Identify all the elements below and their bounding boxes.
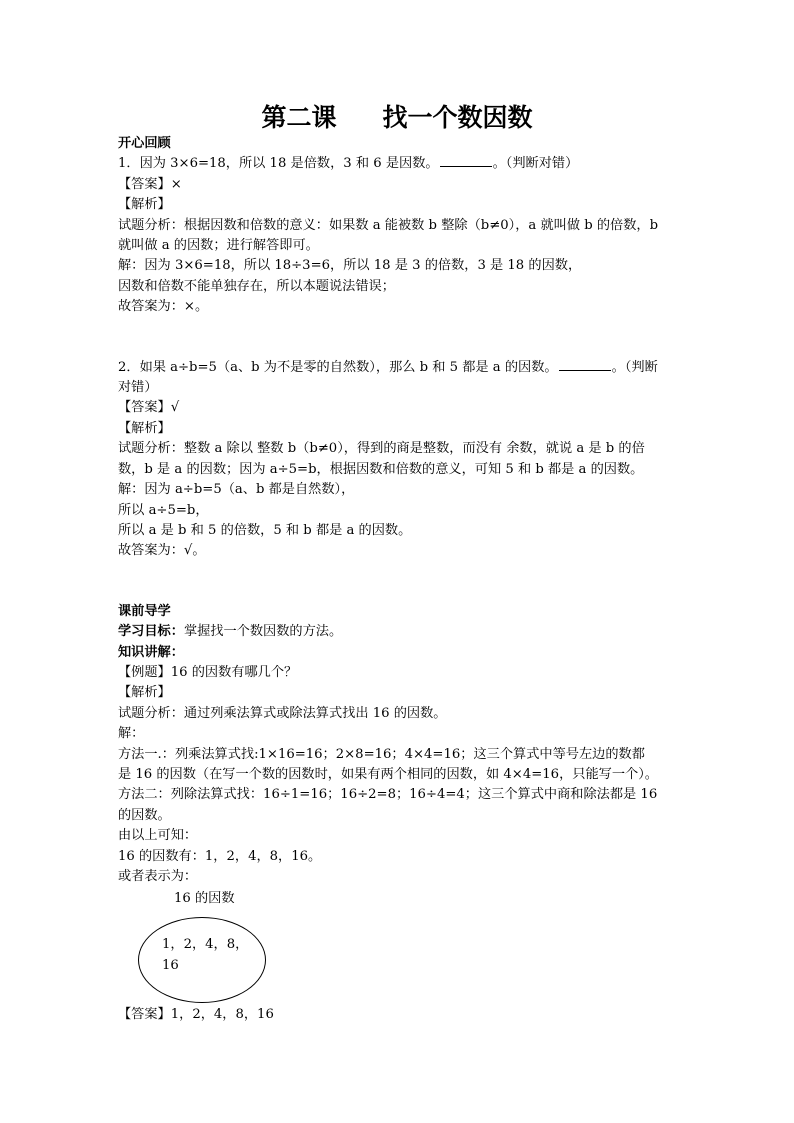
- diagram-caption: 16 的因数: [174, 891, 235, 907]
- analysis-line: 是 16 的因数（在写一个数的因数时，如果有两个相同的因数，如 4×4=16，只能写一个）。: [118, 766, 658, 782]
- analysis-label-1: 【解析】: [118, 197, 171, 213]
- analysis-line: 解：因为 a÷b=5（a、b 都是自然数），: [118, 482, 355, 498]
- document-content: [118, 134, 718, 1026]
- knowledge-label: 知识讲解：: [118, 644, 184, 660]
- answer-1: 【答案】×: [118, 176, 182, 192]
- analysis-line: 或者表示为：: [118, 869, 198, 884]
- question-2: 2．如果 a÷b=5（a、b 为不是零的自然数），那么 b 和 5 都是 a 的因数。 。（判断: [118, 359, 658, 375]
- page-title: [0, 98, 794, 134]
- learning-goal: 学习目标：掌握找一个数因数的方法。: [118, 624, 343, 640]
- analysis-line: 解：因为 3×6=18，所以 18÷3=6，所以 18 是 3 的倍数，3 是 18 的因数，: [118, 258, 582, 274]
- analysis-label-2: 【解析】: [118, 420, 171, 436]
- analysis-line: 试题分析：通过列乘法算式或除法算式找出 16 的因数。: [118, 705, 447, 721]
- analysis-line: 故答案为：√。: [118, 543, 206, 559]
- question-2-continued: 对错）: [118, 380, 158, 396]
- analysis-line: 数，b 是 a 的因数；因为 a÷5=b，根据因数和倍数的意义，可知 5 和 b 都是 a 的因数。: [118, 461, 644, 477]
- analysis-line: 故答案为：×。: [118, 299, 209, 315]
- answer-3: 【答案】1，2，4，8，16: [118, 1007, 274, 1023]
- analysis-line: 解：: [118, 726, 145, 742]
- analysis-line: 16 的因数有：1，2，4，8，16。: [118, 848, 322, 864]
- analysis-line: 方法二：列除法算式找：16÷1=16；16÷2=8；16÷4=4；这三个算式中商和除法都是 16: [118, 787, 658, 803]
- analysis-line: 因数和倍数不能单独存在，所以本题说法错误；: [118, 278, 395, 294]
- analysis-line: 试题分析：整数 a 除以 整数 b（b≠0），得到的商是整数，而没有 余数，就说 a 是 b 的倍: [118, 441, 645, 457]
- section-heading-review: 开心回顾: [118, 136, 171, 151]
- answer-blank: [559, 358, 611, 371]
- analysis-line: 由以上可知：: [118, 828, 198, 844]
- title-lesson: 第二课: [261, 103, 337, 132]
- analysis-line: 就叫做 a 的因数；进行解答即可。: [118, 238, 319, 254]
- answer-blank: [440, 154, 492, 167]
- analysis-line: 所以 a 是 b 和 5 的倍数，5 和 b 都是 a 的因数。: [118, 522, 412, 538]
- analysis-label-3: 【解析】: [118, 685, 171, 701]
- question-1: 1．因为 3×6=18，所以 18 是倍数，3 和 6 是因数。 。（判断对错）: [118, 156, 579, 172]
- analysis-line: 方法一.：列乘法算式找:1×16=16；2×8=16；4×4=16；这三个算式中等号左边的数都: [118, 746, 645, 762]
- factor-values: 1，2，4，8， 16: [162, 937, 249, 973]
- analysis-line: 所以 a÷5=b，: [118, 502, 209, 518]
- title-topic: 找一个数因数: [382, 103, 533, 132]
- analysis-line: 的因数。: [118, 807, 171, 823]
- section-heading-preview: 课前导学: [118, 603, 171, 619]
- analysis-line: 试题分析：根据因数和倍数的意义：如果数 a 能被数 b 整除（b≠0），a 就叫做 b 的倍数，b: [118, 217, 659, 233]
- example-question: 【例题】16 的因数有哪几个？: [118, 664, 298, 680]
- factor-set-diagram: [118, 887, 718, 1005]
- answer-2: 【答案】√: [118, 400, 180, 416]
